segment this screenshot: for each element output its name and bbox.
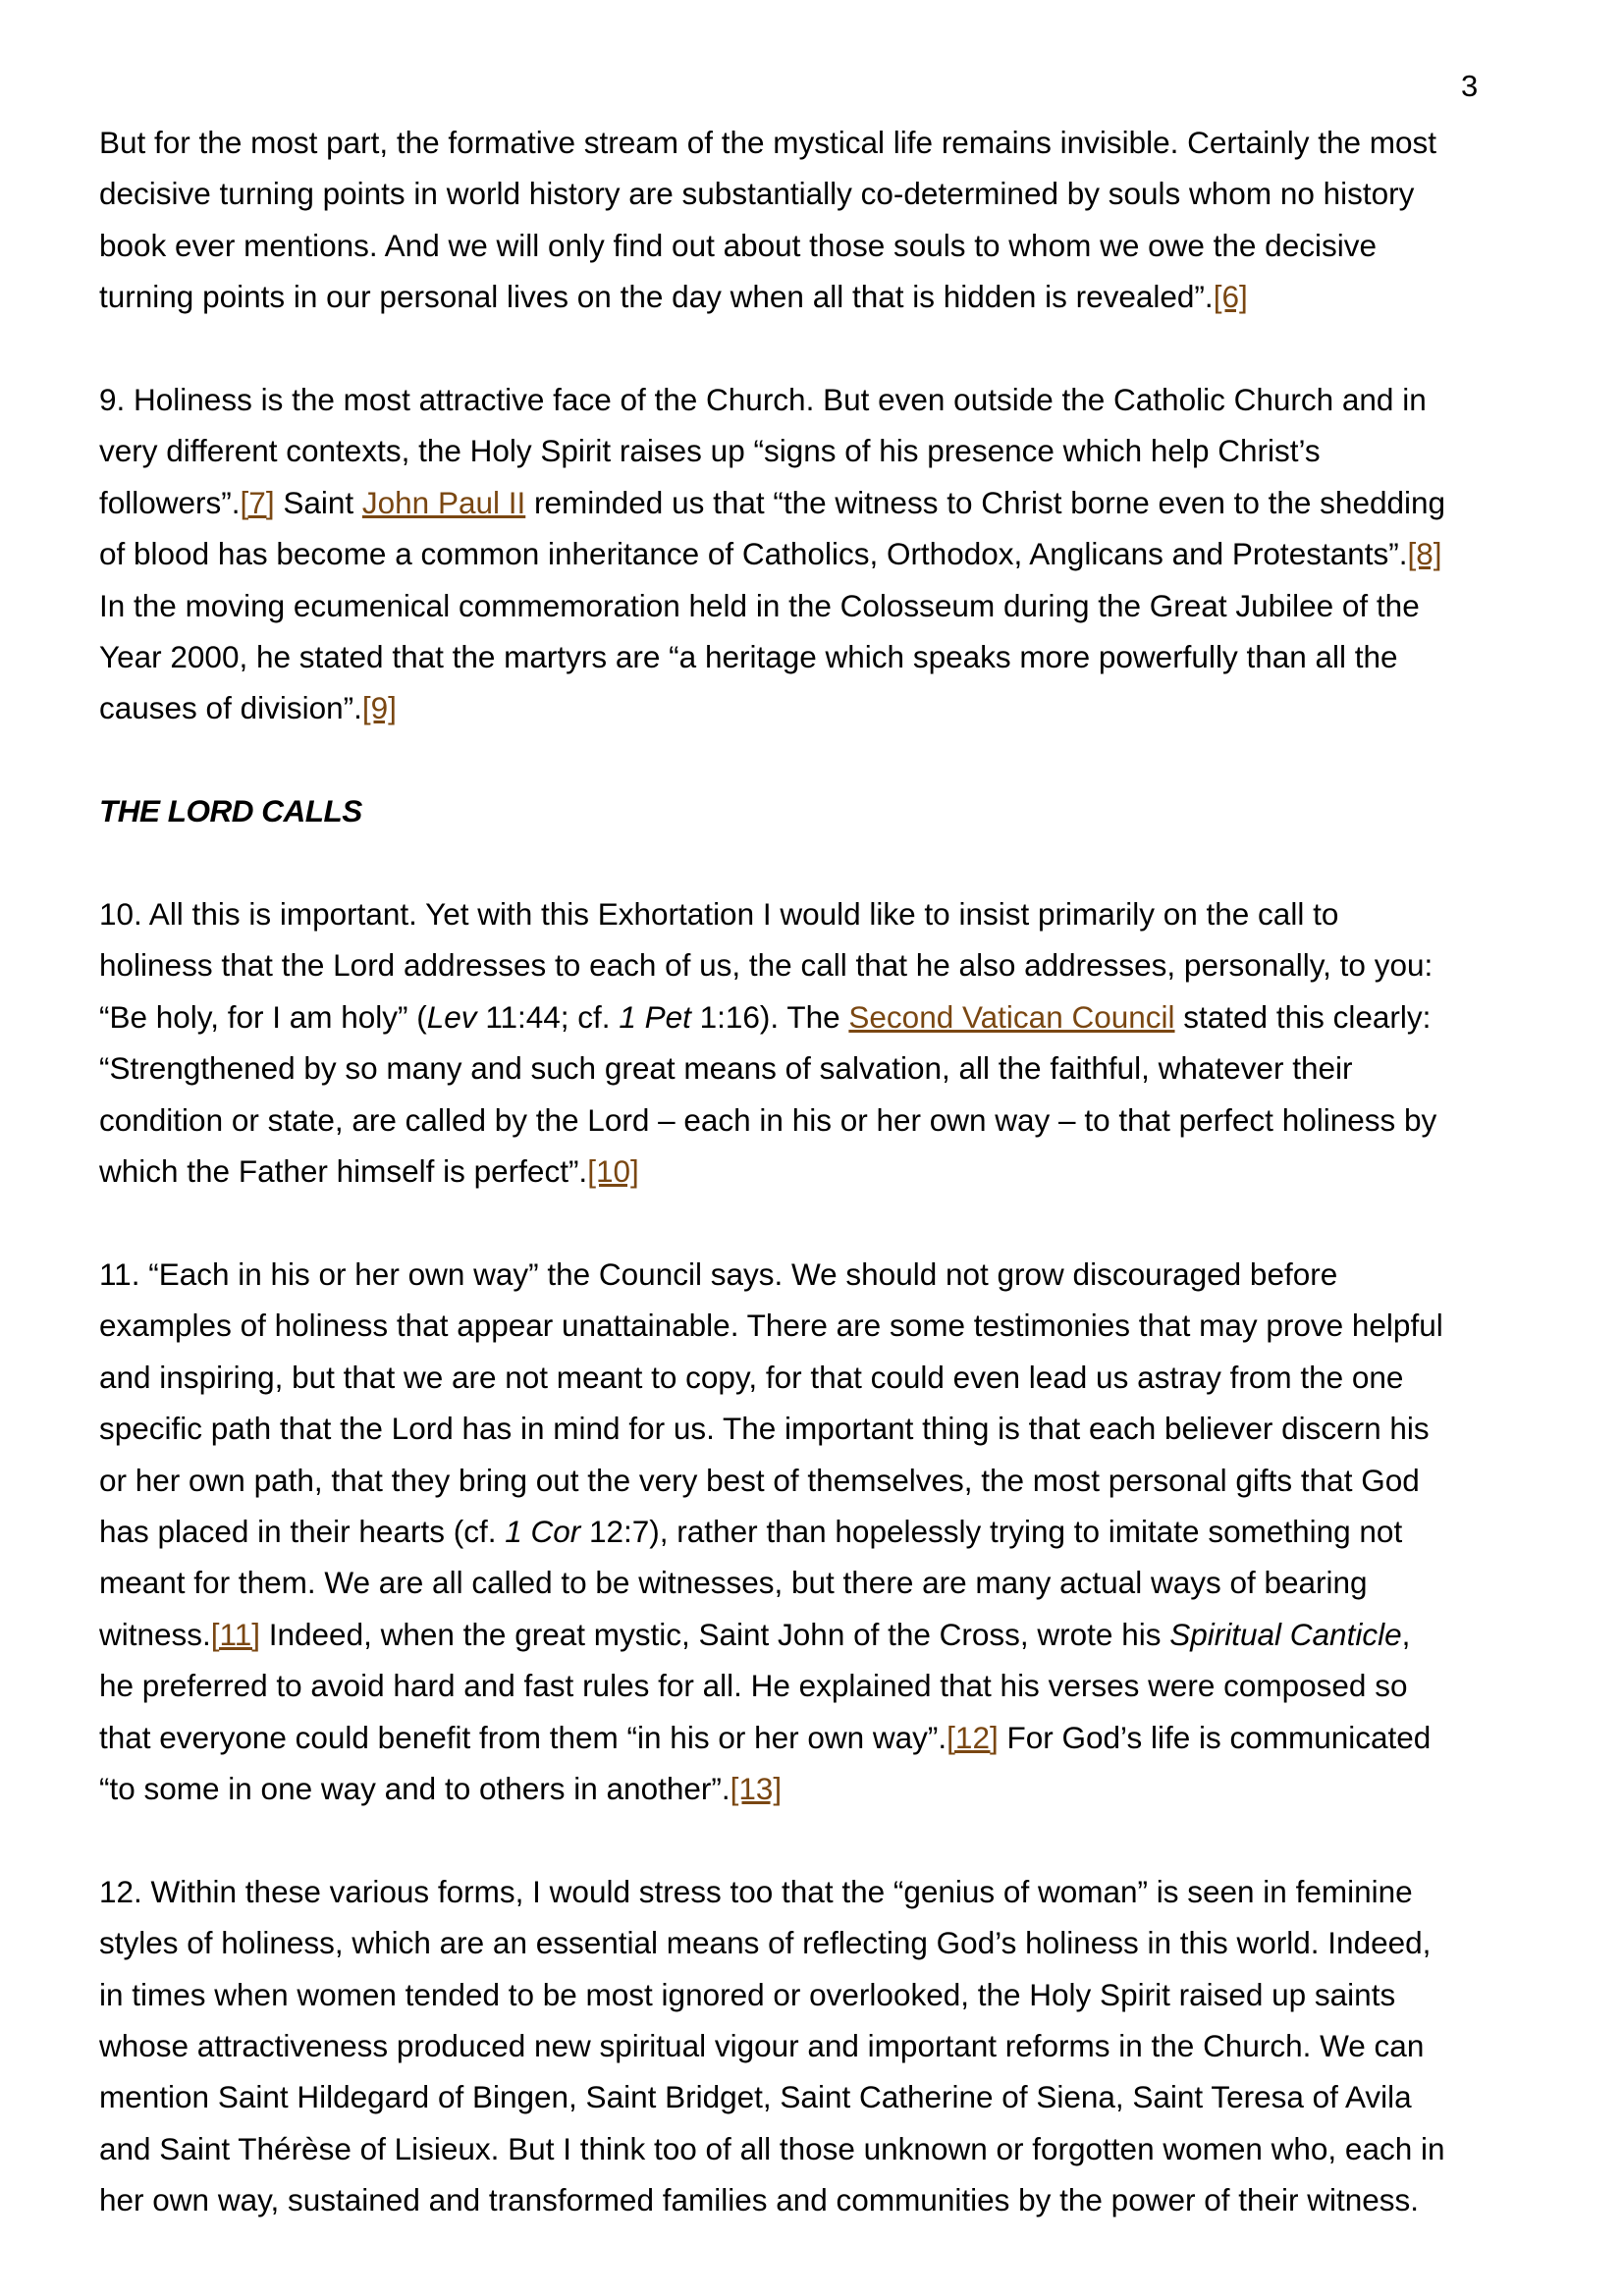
text-segment: causes of division”. — [99, 690, 362, 726]
text-line: holiness that the Lord addresses to each of us, the call that he also addresses, personally, to you: — [99, 947, 1434, 984]
text-line — [99, 477, 1592, 528]
document-body — [99, 117, 1592, 2277]
text-segment: 1:16). The — [690, 998, 849, 1035]
text-segment: reminded us that “the witness to Christ borne even to the shedding — [525, 484, 1446, 520]
paragraph-12 — [99, 1866, 1592, 2226]
text-line: very different contexts, the Holy Spirit raises up “signs of his presence which help Christ’s — [99, 433, 1321, 469]
text-segment: turning points in our personal lives on the day when all that is hidden is revealed”. — [99, 279, 1214, 315]
text-line — [99, 1609, 1592, 1660]
text-line: and Saint Thérèse of Lisieux. But I think too of all those unknown or forgotten women who, each in — [99, 2130, 1445, 2166]
footnote-link-10[interactable]: [10] — [587, 1153, 639, 1190]
text-line: condition or state, are called by the Lord – each in his or her own way – to that perfect holiness by — [99, 1101, 1437, 1138]
footnote-link-8[interactable]: [8] — [1407, 536, 1442, 572]
text-line: In the moving ecumenical commemoration held in the Colosseum during the Great Jubilee of the — [99, 587, 1420, 623]
footnote-link-13[interactable]: [13] — [730, 1770, 783, 1806]
paragraph-9 — [99, 374, 1592, 734]
text-segment: Indeed, when the great mystic, Saint John of the Cross, wrote his — [260, 1616, 1170, 1652]
footnote-link-12[interactable]: [12] — [947, 1719, 999, 1755]
text-segment: For God’s life is communicated — [998, 1719, 1432, 1755]
paragraph-11 — [99, 1249, 1592, 1814]
text-line — [99, 1712, 1592, 1763]
text-line: 10. All this is important. Yet with this Exhortation I would like to insist primarily on the call to — [99, 896, 1339, 933]
text-segment: followers”. — [99, 484, 241, 520]
text-segment: stated this clearly: — [1174, 998, 1432, 1035]
text-line — [99, 991, 1592, 1042]
title-italic: Spiritual Canticle — [1169, 1616, 1402, 1652]
text-line: whose attractiveness produced new spiritual vigour and important reforms in the Church. We can — [99, 2027, 1425, 2063]
footnote-link-11[interactable]: [11] — [210, 1616, 260, 1652]
text-segment: 11:44; cf. — [476, 998, 620, 1035]
citation-italic: 1 Pet — [619, 998, 691, 1035]
paragraph-intro — [99, 117, 1592, 323]
text-line — [99, 1763, 1592, 1814]
text-line — [99, 271, 1592, 322]
text-line — [99, 1146, 1592, 1197]
footnote-link-9[interactable]: [9] — [361, 690, 397, 726]
text-line: he preferred to avoid hard and fast rules for all. He explained that his verses were composed so — [99, 1668, 1408, 1704]
text-line — [99, 682, 1592, 733]
citation-italic: 1 Cor — [505, 1513, 581, 1549]
text-line: and inspiring, but that we are not meant to copy, for that could even lead us astray from the one — [99, 1359, 1404, 1395]
text-segment: “Be holy, for I am holy” ( — [99, 998, 427, 1035]
footnote-link-7[interactable]: [7] — [240, 484, 275, 520]
text-line: or her own path, that they bring out the very best of themselves, the most personal gifts that God — [99, 1462, 1420, 1498]
text-line: 11. “Each in his or her own way” the Council says. We should not grow discouraged before — [99, 1255, 1338, 1292]
text-line — [99, 1506, 1592, 1557]
text-line: Year 2000, he stated that the martyrs are “a heritage which speaks more powerfully than all the — [99, 639, 1398, 675]
citation-italic: Lev — [426, 998, 477, 1035]
text-segment: , — [1401, 1616, 1411, 1652]
text-line: mention Saint Hildegard of Bingen, Saint Bridget, Saint Catherine of Siena, Saint Teresa of Avila — [99, 2079, 1412, 2115]
text-line: decisive turning points in world history are substantially co-determined by souls whom no history — [99, 176, 1415, 212]
second-vatican-council-link[interactable]: Second Vatican Council — [848, 998, 1175, 1035]
text-segment: witness. — [99, 1616, 211, 1652]
text-line: in times when women tended to be most ignored or overlooked, the Holy Spirit raised up saints — [99, 1976, 1396, 2012]
text-line: “Strengthened by so many and such great means of salvation, all the faithful, whatever their — [99, 1050, 1353, 1087]
text-line: book ever mentions. And we will only find out about those souls to whom we owe the decisive — [99, 227, 1377, 263]
text-line: 12. Within these various forms, I would stress too that the “genius of woman” is seen in feminine — [99, 1873, 1413, 1909]
text-line: specific path that the Lord has in mind for us. The important thing is that each believer discern his — [99, 1411, 1430, 1447]
text-segment: 12:7), rather than hopelessly trying to imitate something not — [580, 1513, 1403, 1549]
john-paul-ii-link[interactable]: John Paul II — [361, 484, 526, 520]
text-line: examples of holiness that appear unattainable. There are some testimonies that may prove helpful — [99, 1308, 1443, 1344]
text-line: But for the most part, the formative stream of the mystical life remains invisible. Certainly the most — [99, 125, 1437, 160]
page-number: 3 — [1461, 69, 1479, 103]
paragraph-10 — [99, 888, 1592, 1197]
text-segment: that everyone could benefit from them “in his or her own way”. — [99, 1719, 947, 1755]
text-line — [99, 528, 1592, 579]
section-heading: THE LORD CALLS — [99, 793, 362, 829]
text-segment: has placed in their hearts (cf. — [99, 1513, 506, 1549]
text-segment: Saint — [274, 484, 362, 520]
text-line: her own way, sustained and transformed families and communities by the power of their witness. — [99, 2182, 1420, 2218]
text-segment: of blood has become a common inheritance of Catholics, Orthodox, Anglicans and Protestants”. — [99, 536, 1408, 572]
text-segment: which the Father himself is perfect”. — [99, 1153, 588, 1190]
footnote-link-6[interactable]: [6] — [1213, 279, 1248, 315]
text-segment: “to some in one way and to others in another”. — [99, 1770, 730, 1806]
text-line: 9. Holiness is the most attractive face of the Church. But even outside the Catholic Church and in — [99, 382, 1427, 418]
text-line: styles of holiness, which are an essential means of reflecting God’s holiness in this world. Indeed, — [99, 1925, 1432, 1961]
text-line: meant for them. We are all called to be witnesses, but there are many actual ways of bearing — [99, 1565, 1368, 1601]
